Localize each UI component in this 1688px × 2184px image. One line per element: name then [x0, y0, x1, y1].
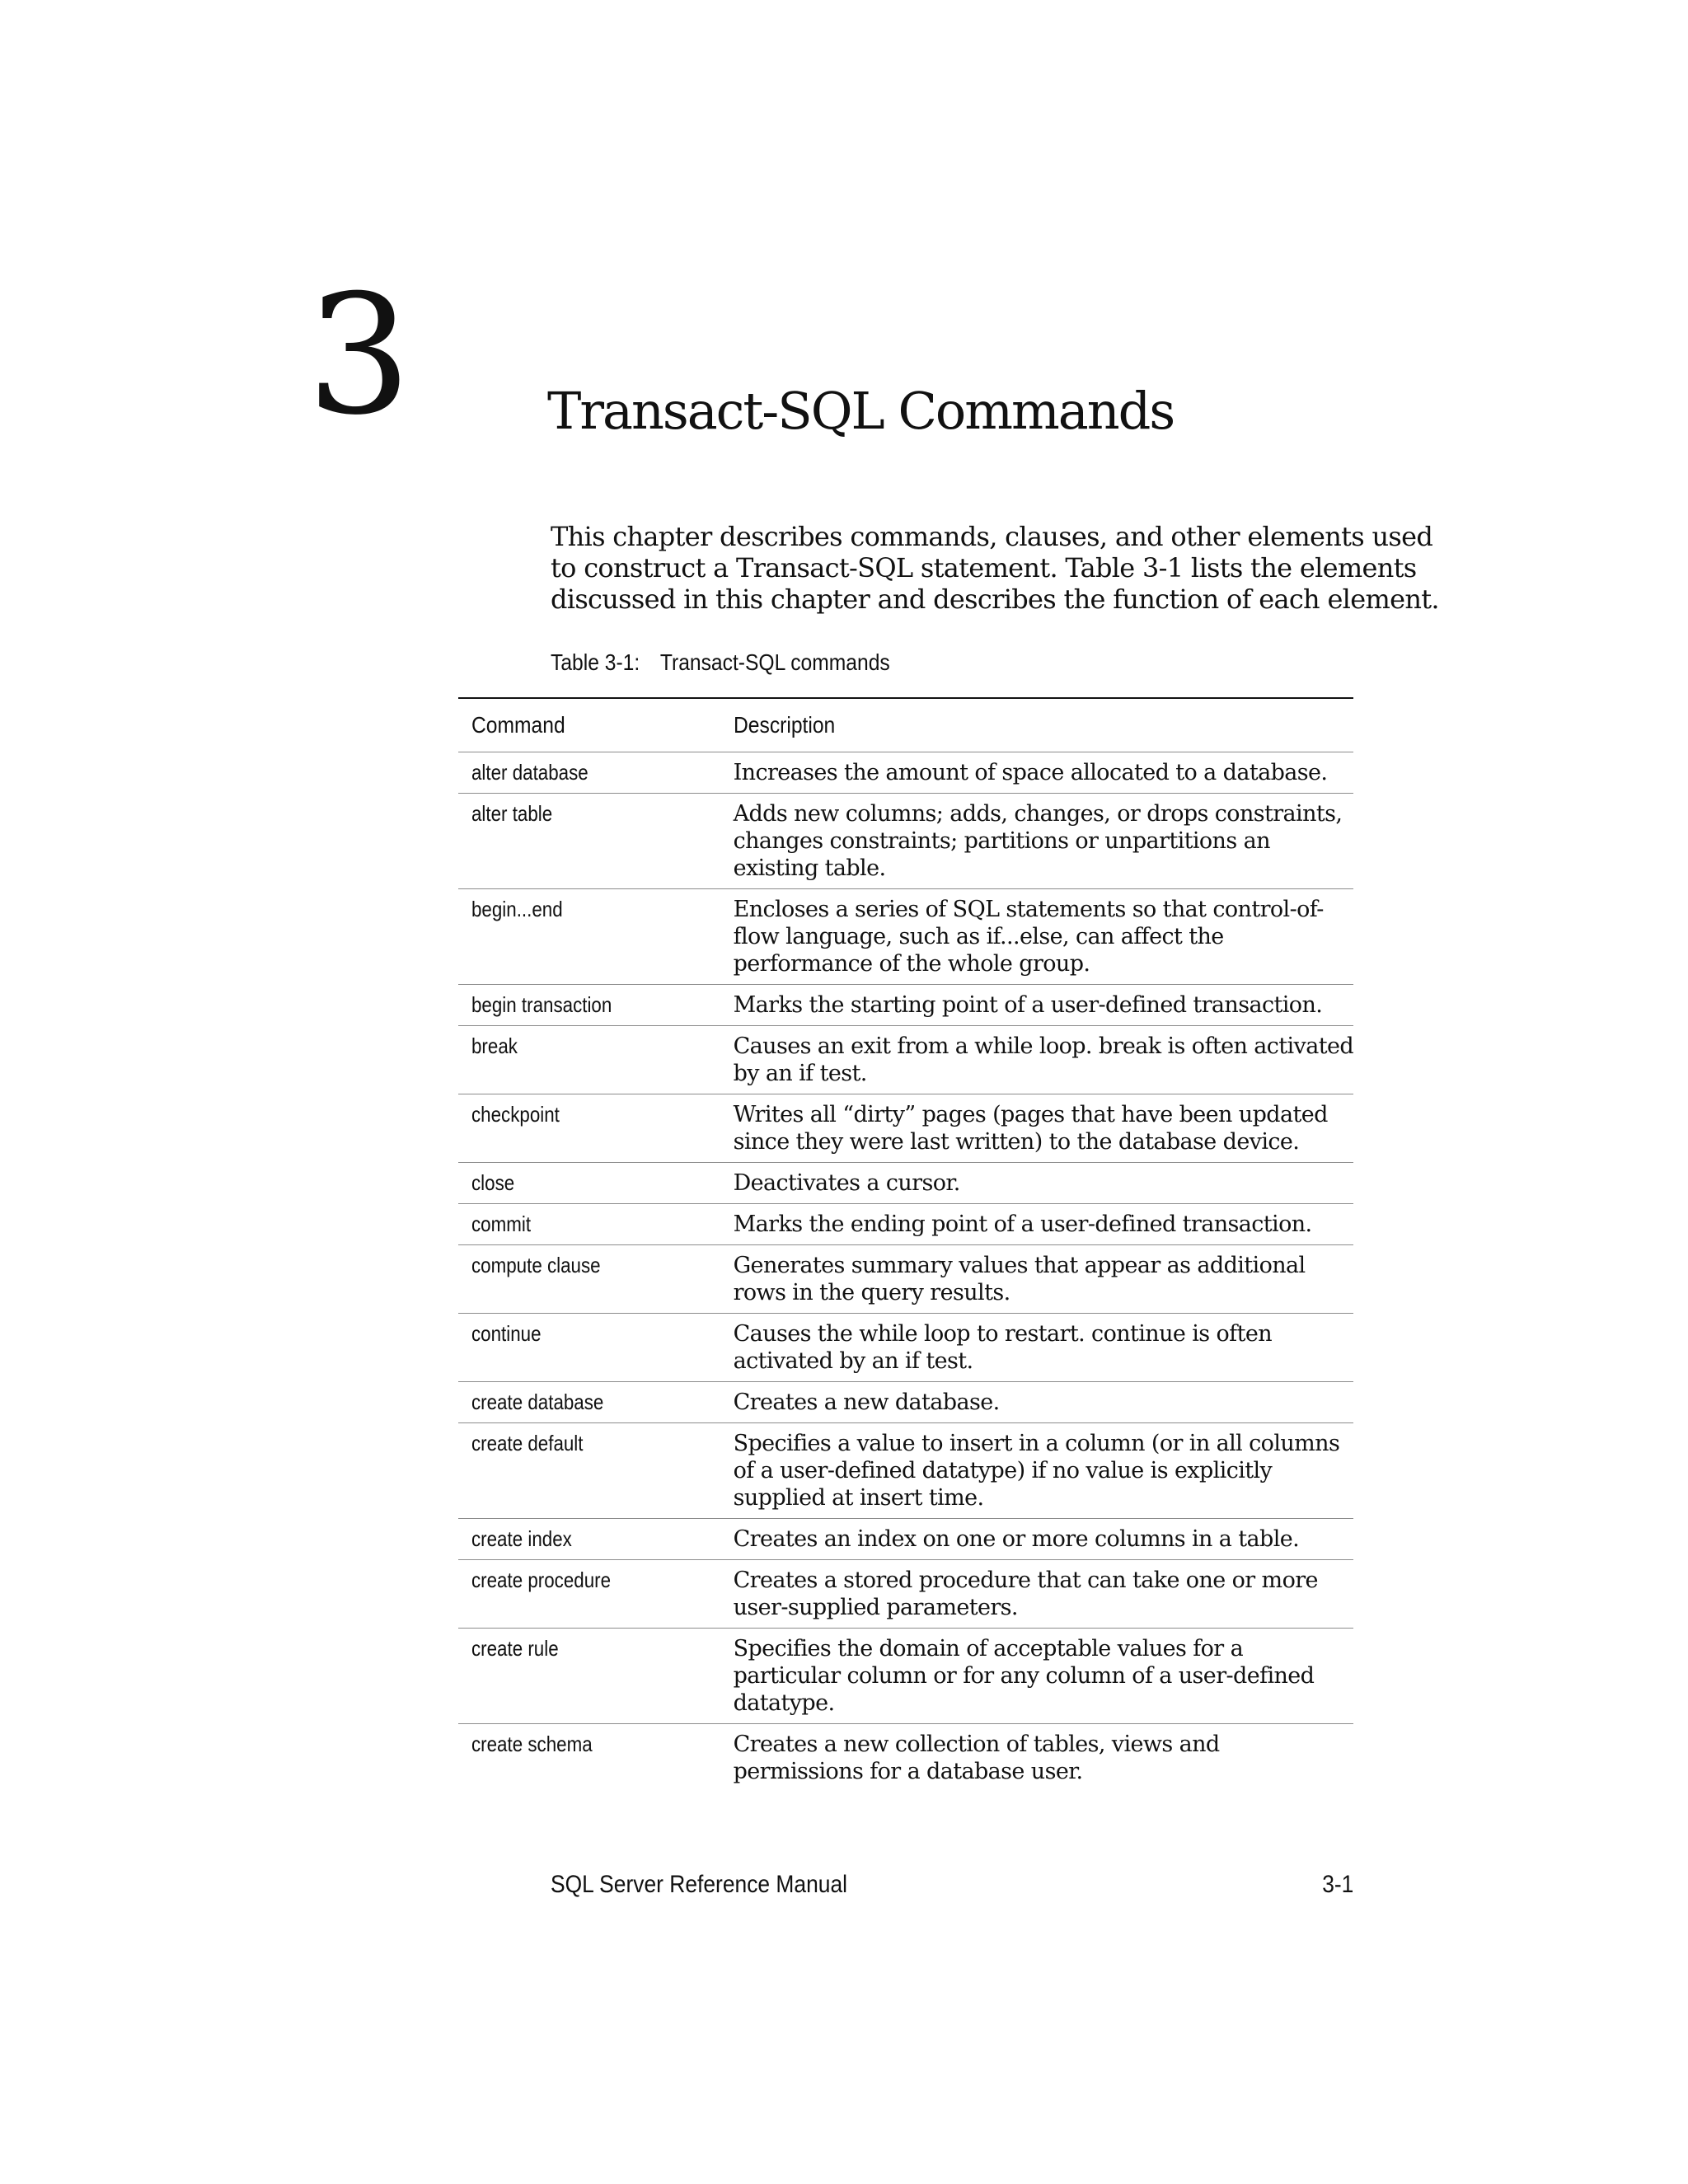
description-line: Marks the starting point of a user-defined transaction.	[733, 992, 1323, 1018]
column-header-command	[458, 698, 720, 752]
table-row	[458, 1094, 1353, 1163]
description-cell	[720, 889, 1353, 985]
command-name: begin transaction	[471, 992, 612, 1017]
description-line: rows in the query results.	[733, 1280, 1010, 1305]
description-line: Increases the amount of space allocated to a database.	[733, 760, 1328, 785]
command-name: begin...end	[471, 897, 563, 921]
footer-manual-title: SQL Server Reference Manual	[551, 1871, 848, 1898]
command-name: create schema	[471, 1732, 593, 1756]
intro-line: discussed in this chapter and describes the function of each element.	[551, 583, 1439, 615]
table-caption-number: Table 3-1:	[551, 649, 640, 675]
command-cell	[458, 1163, 720, 1204]
command-name: create procedure	[471, 1568, 612, 1592]
table-row	[458, 1629, 1353, 1724]
table-row	[458, 1519, 1353, 1560]
command-cell	[458, 794, 720, 889]
intro-line: This chapter describes commands, clauses, and other elements used	[551, 521, 1433, 552]
description-line: particular column or for any column of a user-defined	[733, 1663, 1315, 1689]
command-cell	[458, 1314, 720, 1382]
command-cell	[458, 1629, 720, 1724]
command-cell	[458, 1423, 720, 1519]
command-cell	[458, 1382, 720, 1423]
description-line: Creates a new database.	[733, 1390, 1000, 1415]
table-row	[458, 985, 1353, 1026]
description-line: Causes an exit from a while loop. break is often activated	[733, 1033, 1353, 1059]
table-row	[458, 1560, 1353, 1629]
command-name: compute clause	[471, 1253, 601, 1277]
table-row	[458, 1163, 1353, 1204]
command-name: commit	[471, 1212, 532, 1236]
table-row	[458, 1382, 1353, 1423]
description-line: Adds new columns; adds, changes, or drops constraints,	[733, 801, 1343, 827]
command-name: create index	[471, 1526, 572, 1551]
description-line: datatype.	[733, 1690, 835, 1716]
table-row	[458, 752, 1353, 794]
column-header-label: Description	[733, 712, 835, 738]
table-row	[458, 1204, 1353, 1245]
command-name: continue	[471, 1321, 542, 1346]
description-cell	[720, 794, 1353, 889]
description-cell	[720, 1382, 1353, 1423]
description-line: performance of the whole group.	[733, 951, 1090, 977]
table-row	[458, 889, 1353, 985]
description-cell	[720, 985, 1353, 1026]
description-cell	[720, 752, 1353, 794]
description-line: Deactivates a cursor.	[733, 1170, 960, 1196]
description-line: Specifies a value to insert in a column (or in all columns	[733, 1431, 1340, 1456]
description-line: by an if test.	[733, 1061, 867, 1086]
description-cell	[720, 1314, 1353, 1382]
description-line: Creates an index on one or more columns in a table.	[733, 1526, 1300, 1552]
description-line: activated by an if test.	[733, 1348, 973, 1374]
table-row	[458, 794, 1353, 889]
command-name: create rule	[471, 1636, 559, 1661]
description-line: Generates summary values that appear as additional	[733, 1253, 1306, 1278]
chapter-number: 3	[307, 260, 412, 452]
command-name: checkpoint	[471, 1102, 560, 1127]
description-cell	[720, 1724, 1353, 1793]
description-cell	[720, 1560, 1353, 1629]
table-header-row	[458, 698, 1353, 752]
command-name: create default	[471, 1431, 584, 1455]
column-header-label: Command	[471, 712, 565, 738]
description-cell	[720, 1094, 1353, 1163]
description-cell	[720, 1519, 1353, 1560]
table-caption	[551, 649, 890, 676]
command-cell	[458, 1094, 720, 1163]
description-cell	[720, 1163, 1353, 1204]
description-line: Marks the ending point of a user-defined transaction.	[733, 1212, 1312, 1237]
description-line: Writes all “dirty” pages (pages that have been updated	[733, 1102, 1328, 1127]
command-cell	[458, 1245, 720, 1314]
description-line: Encloses a series of SQL statements so that control-of-	[733, 897, 1324, 922]
command-name: break	[471, 1033, 518, 1058]
command-cell	[458, 889, 720, 985]
table-body	[458, 752, 1353, 1793]
command-name: create database	[471, 1390, 604, 1414]
table-row	[458, 1314, 1353, 1382]
description-cell	[720, 1245, 1353, 1314]
description-line: Creates a stored procedure that can take one or more	[733, 1568, 1318, 1593]
table-row	[458, 1026, 1353, 1094]
description-line: Causes the while loop to restart. continue is often	[733, 1321, 1272, 1347]
description-cell	[720, 1629, 1353, 1724]
intro-paragraph	[551, 521, 1439, 615]
description-line: supplied at insert time.	[733, 1485, 984, 1511]
description-line: since they were last written) to the database device.	[733, 1129, 1300, 1155]
command-cell	[458, 1724, 720, 1793]
description-cell	[720, 1026, 1353, 1094]
command-cell	[458, 985, 720, 1026]
description-line: user-supplied parameters.	[733, 1595, 1018, 1620]
command-cell	[458, 1026, 720, 1094]
description-line: flow language, such as if...else, can affect the	[733, 924, 1224, 949]
command-name: alter database	[471, 760, 588, 785]
command-cell	[458, 752, 720, 794]
table-row	[458, 1245, 1353, 1314]
intro-line: to construct a Transact-SQL statement. Table 3-1 lists the elements	[551, 552, 1417, 583]
column-header-description	[720, 698, 1353, 752]
table-row	[458, 1724, 1353, 1793]
command-cell	[458, 1519, 720, 1560]
description-line: existing table.	[733, 855, 886, 881]
command-cell	[458, 1560, 720, 1629]
description-line: Specifies the domain of acceptable values for a	[733, 1636, 1244, 1661]
description-line: of a user-defined datatype) if no value is explicitly	[733, 1458, 1273, 1483]
description-line: Creates a new collection of tables, views and	[733, 1732, 1220, 1757]
description-line: changes constraints; partitions or unpartitions an	[733, 828, 1270, 854]
table-row	[458, 1423, 1353, 1519]
command-name: close	[471, 1170, 515, 1195]
description-cell	[720, 1423, 1353, 1519]
chapter-title: Transact-SQL Commands	[547, 381, 1175, 441]
footer-page-number: 3-1	[1321, 1871, 1353, 1898]
description-line: permissions for a database user.	[733, 1759, 1083, 1784]
command-name: alter table	[471, 801, 553, 826]
command-cell	[458, 1204, 720, 1245]
description-cell	[720, 1204, 1353, 1245]
table-caption-title: Transact-SQL commands	[659, 649, 890, 675]
commands-table	[458, 697, 1353, 1792]
